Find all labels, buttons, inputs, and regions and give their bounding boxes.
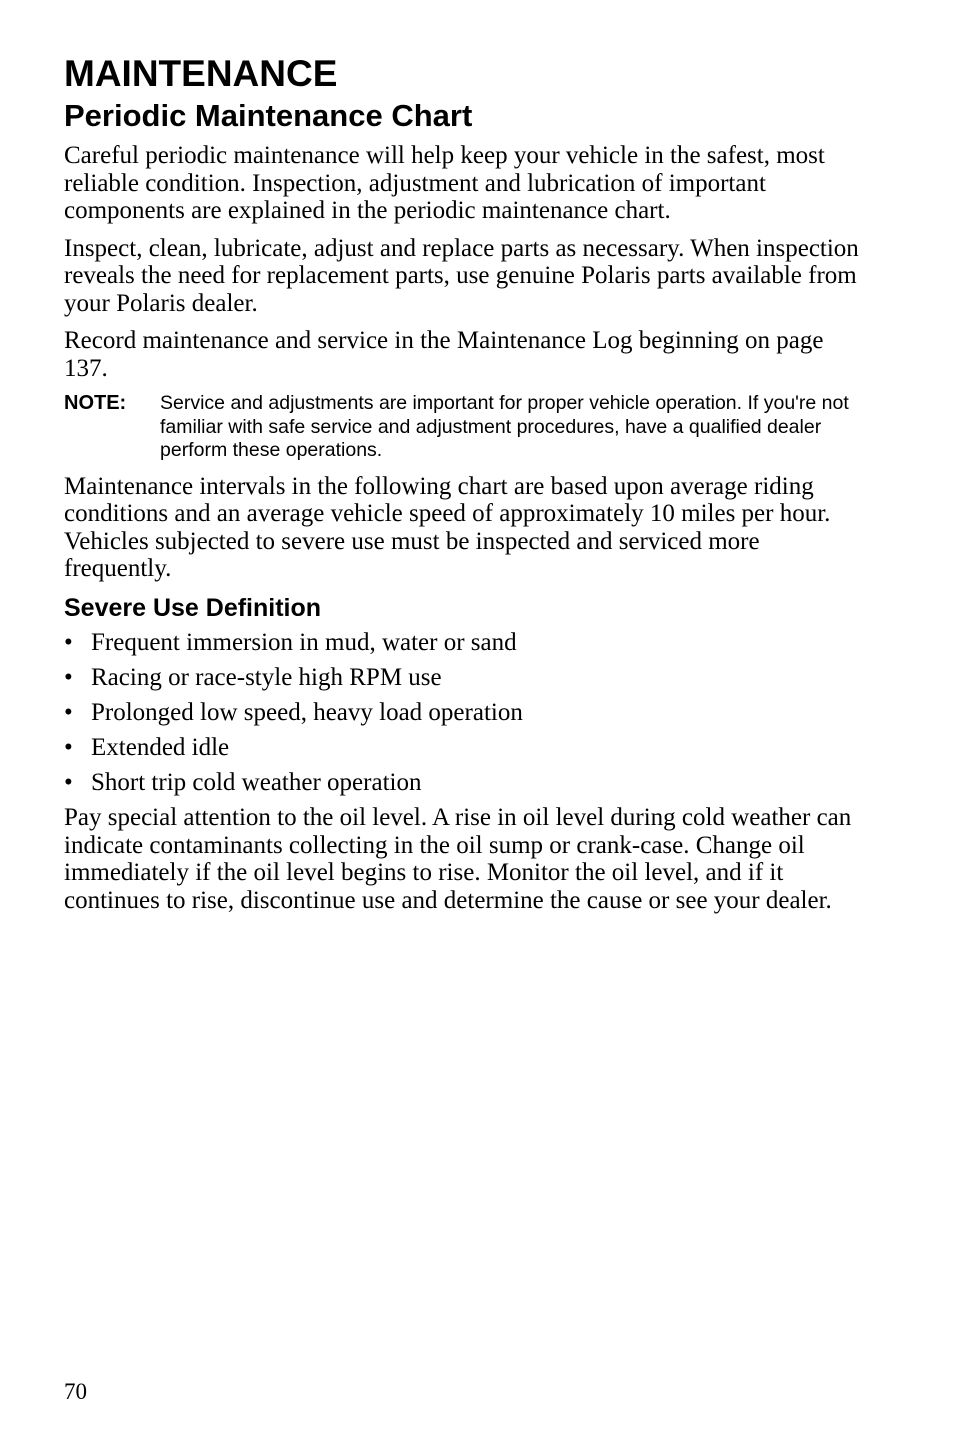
- bullet-icon: •: [64, 663, 73, 691]
- list-item-text: Prolonged low speed, heavy load operation: [91, 698, 523, 726]
- list-item-text: Frequent immersion in mud, water or sand: [91, 628, 517, 656]
- list-item-text: Short trip cold weather operation: [91, 768, 422, 796]
- note-label: NOTE:: [64, 392, 127, 414]
- inspect-paragraph: Inspect, clean, lubricate, adjust and replace parts as necessary. When inspection reveals the need for replacement parts, use genuine Polaris parts available from your Polaris dealer.: [64, 234, 859, 317]
- oil-level-paragraph: Pay special attention to the oil level. A rise in oil level during cold weather can indicate contaminants collecting in the oil sump or crank-case. Change oil immediately if the oil level begins to rise. Monitor the oil level, and if it continues to rise, discontinue use and determine the cause or see your dealer.: [64, 804, 852, 914]
- list-item: [64, 629, 864, 657]
- page-number: 70: [64, 1379, 87, 1404]
- bullet-icon: •: [64, 698, 73, 726]
- page-title: Periodic Maintenance Chart: [64, 98, 473, 133]
- intervals-paragraph: Maintenance intervals in the following chart are based upon average riding conditions and an average vehicle speed of approximately 10 miles per hour. Vehicles subjected to severe use must be inspected and serviced more frequently.: [64, 472, 831, 582]
- page-content: [64, 52, 864, 924]
- bullet-icon: •: [64, 733, 73, 761]
- record-paragraph: Record maintenance and service in the Maintenance Log beginning on page 137.: [64, 327, 824, 382]
- section-heading: MAINTENANCE: [64, 53, 338, 94]
- list-item: [64, 769, 864, 797]
- intro-paragraph: Careful periodic maintenance will help keep your vehicle in the safest, most reliable condition. Inspection, adjustment and lubrication of important components are explained in the periodic maintenance chart.: [64, 142, 825, 224]
- list-item: [64, 699, 864, 727]
- severe-use-heading: Severe Use Definition: [64, 593, 322, 622]
- list-item-text: Extended idle: [91, 733, 230, 761]
- note-block: [64, 392, 864, 463]
- bullet-icon: •: [64, 628, 73, 656]
- severe-use-list: [64, 629, 864, 797]
- bullet-icon: •: [64, 768, 73, 796]
- list-item: [64, 664, 864, 692]
- note-text: Service and adjustments are important for proper vehicle operation. If you're not familiar with safe service and adjustment procedures, have a qualified dealer perform these operations.: [160, 392, 849, 461]
- list-item: [64, 734, 864, 762]
- list-item-text: Racing or race-style high RPM use: [91, 663, 442, 691]
